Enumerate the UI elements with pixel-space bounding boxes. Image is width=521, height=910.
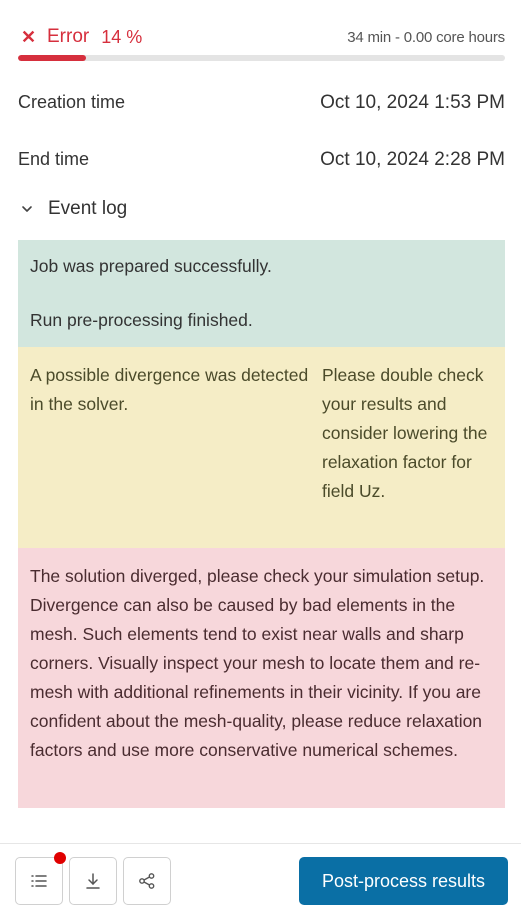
progress-bar xyxy=(18,55,505,61)
run-duration: 34 min - 0.00 core hours xyxy=(347,28,505,46)
warning-advice: Please double check your results and consider lowering the relaxation factor for field Uz. xyxy=(322,365,488,501)
event-log-toggle[interactable] xyxy=(18,198,127,220)
progress-bar-fill xyxy=(18,55,86,61)
event-log-title: Event log xyxy=(48,198,128,219)
download-icon xyxy=(83,871,103,891)
close-icon: ✕ xyxy=(21,27,37,47)
status-label: Error xyxy=(47,26,90,47)
end-time-row xyxy=(18,149,505,171)
list-icon xyxy=(29,871,49,891)
status-percent: 14 % xyxy=(101,26,143,47)
log-message: Run pre-processing finished. xyxy=(30,310,253,330)
job-status-row xyxy=(18,24,505,50)
share-button[interactable] xyxy=(123,857,171,905)
event-log-error xyxy=(18,548,505,808)
end-time-value: Oct 10, 2024 2:28 PM xyxy=(320,149,505,170)
warning-message: A possible divergence was detected in the solver. xyxy=(30,365,309,414)
post-process-results-button[interactable]: Post-process results xyxy=(299,857,508,905)
creation-time-label: Creation time xyxy=(18,92,126,112)
event-log-success xyxy=(18,240,505,347)
footer-divider xyxy=(0,843,521,844)
creation-time-row xyxy=(18,92,505,114)
creation-time-value: Oct 10, 2024 1:53 PM xyxy=(320,92,505,113)
chevron-down-icon xyxy=(18,200,36,218)
download-button[interactable] xyxy=(69,857,117,905)
event-log-warning xyxy=(18,347,505,548)
log-list-button[interactable] xyxy=(15,857,63,905)
notification-dot xyxy=(54,852,66,864)
end-time-label: End time xyxy=(18,149,90,169)
error-message: The solution diverged, please check your simulation setup. Divergence can also be caused by bad elements in the mesh. Such elements tend to exist near walls and sharp corners. Visually inspect your mesh to locate them and re-mesh with additional refinements in their vicinity. If you are confident about the mesh-quality, please reduce relaxation factors and use more conservative numerical schemes. xyxy=(30,566,485,760)
share-icon xyxy=(137,871,157,891)
log-message: Job was prepared successfully. xyxy=(30,256,272,276)
